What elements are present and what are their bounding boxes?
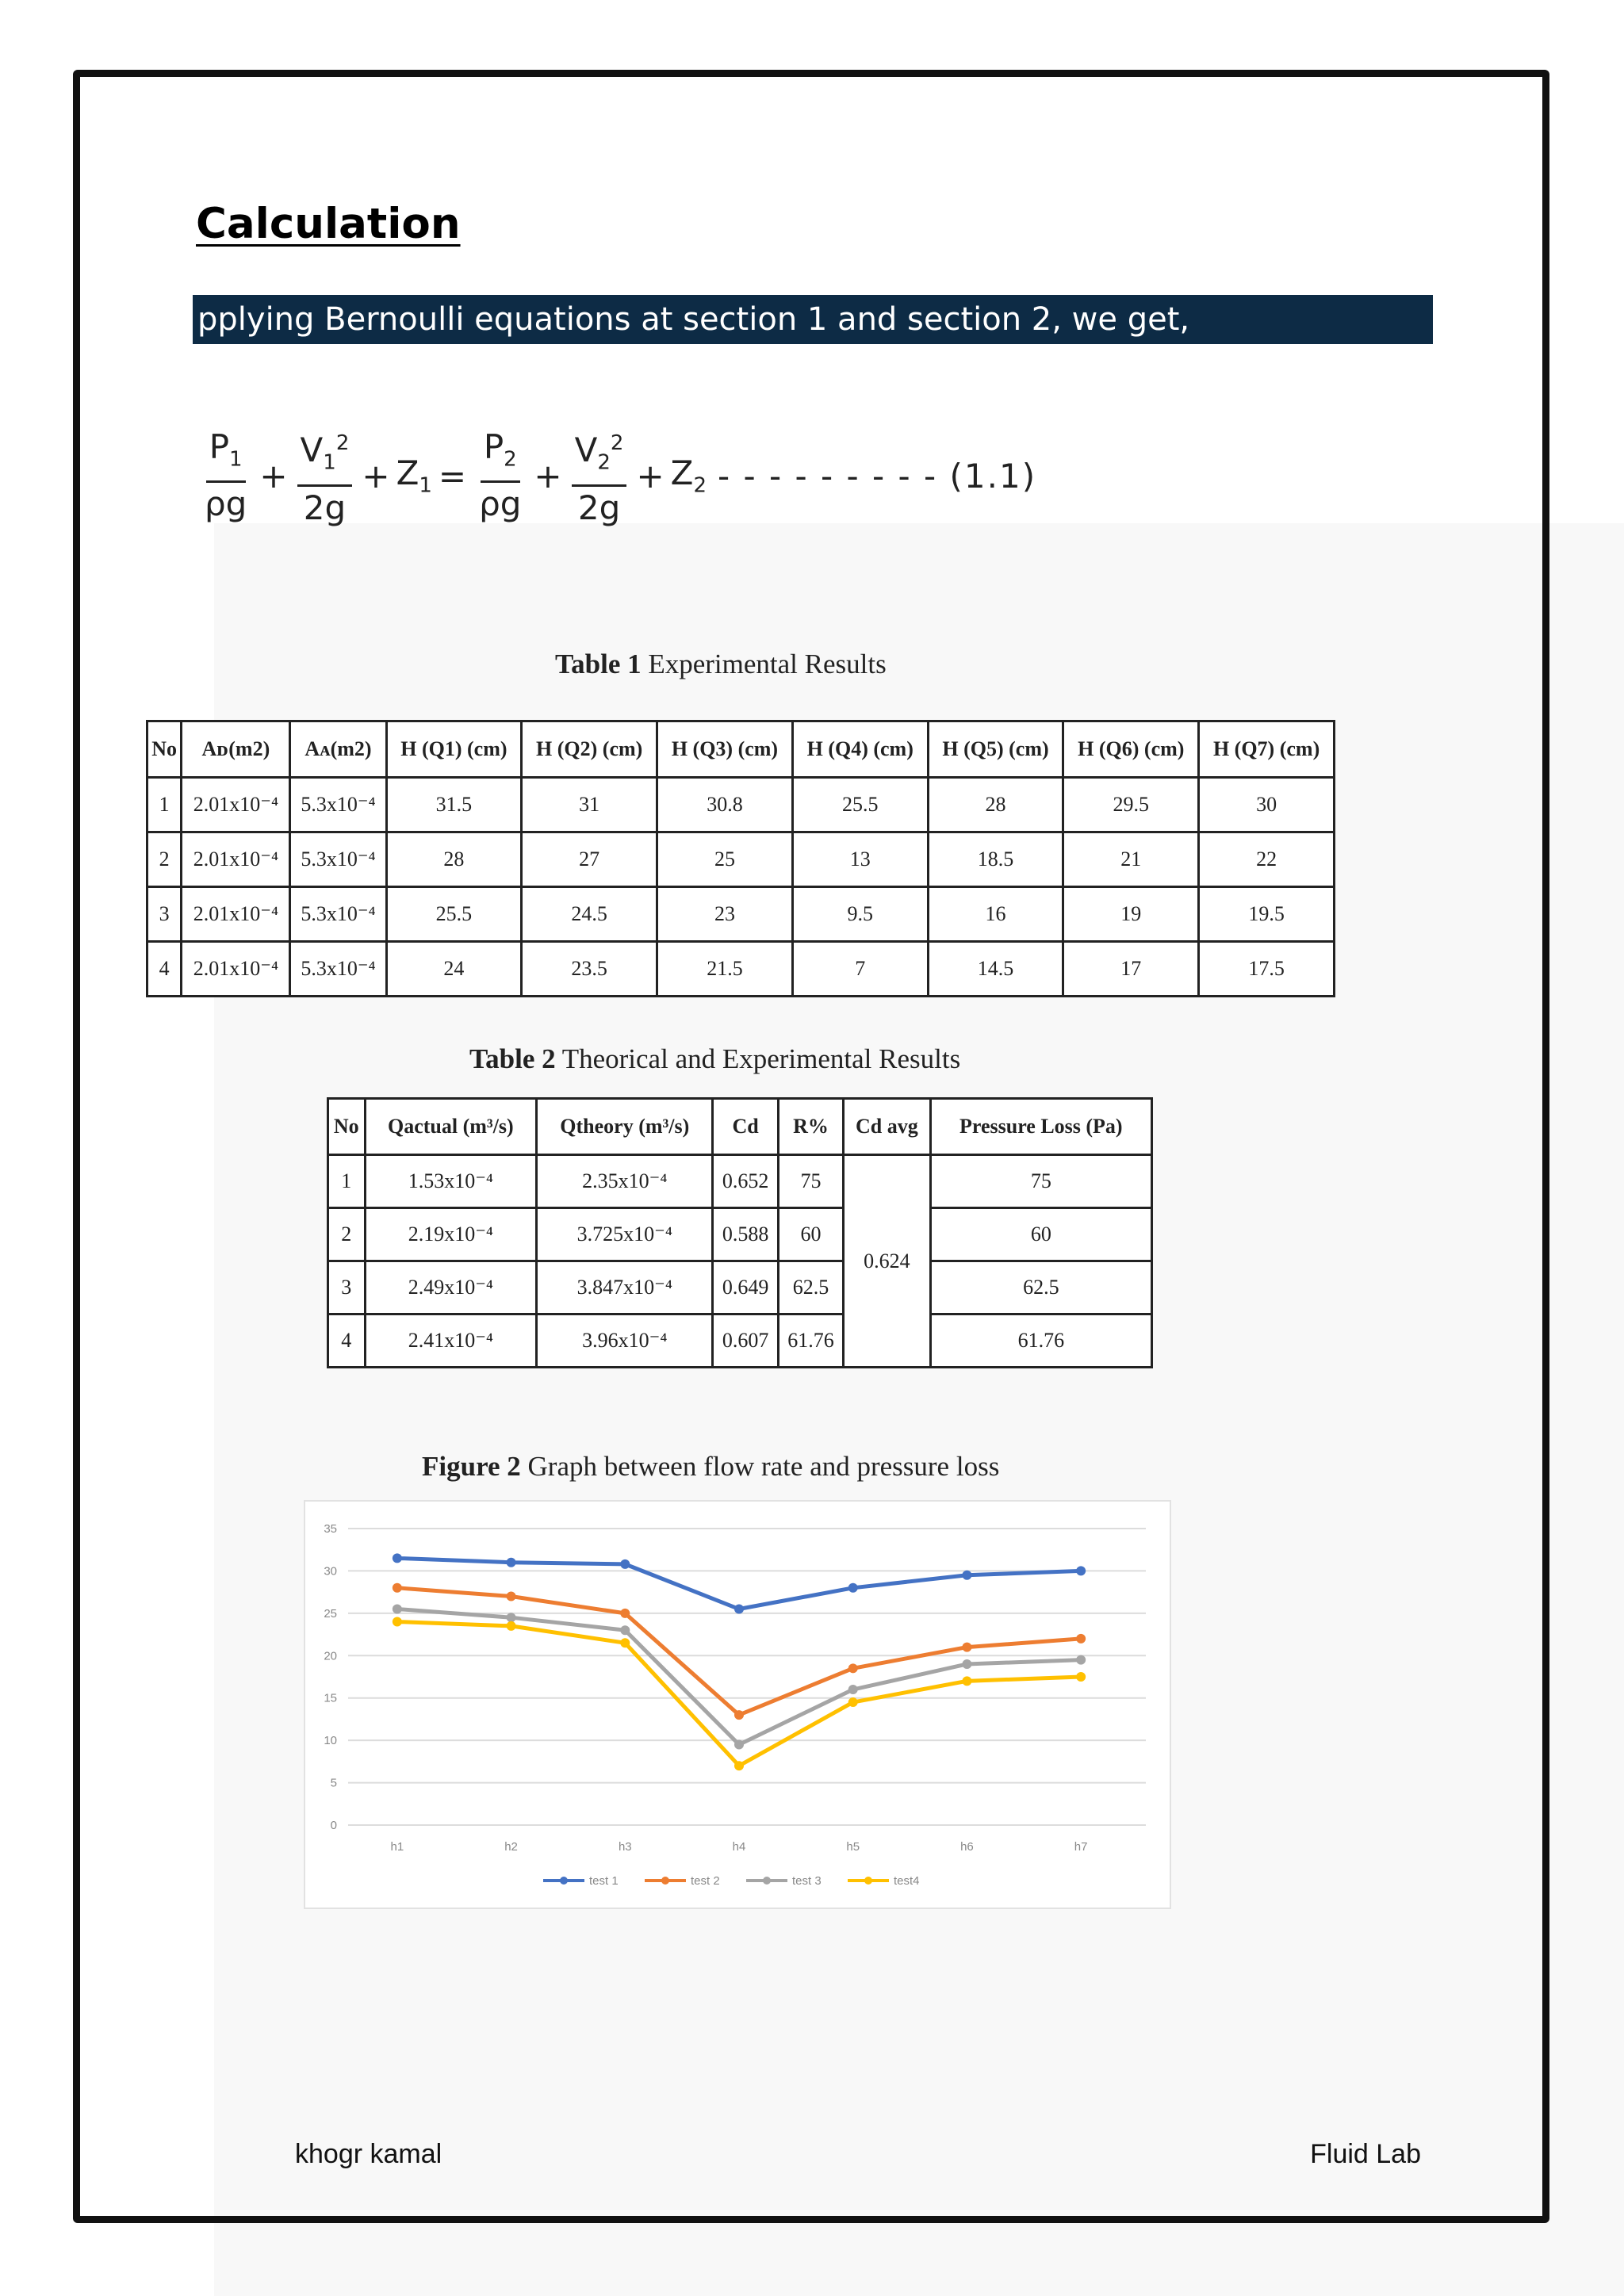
table2-cell: 61.76 <box>778 1314 843 1368</box>
data-point <box>848 1697 858 1707</box>
table1-cell: 25.5 <box>386 887 522 942</box>
highlighted-sentence: pplying Bernoulli equations at section 1 and section 2, we get, <box>193 295 1433 344</box>
table1-cell: 17 <box>1063 942 1199 997</box>
data-point <box>507 1613 516 1622</box>
chart-svg <box>305 1502 1173 1911</box>
table2-cell: 2.41x10⁻⁴ <box>365 1314 537 1368</box>
table1-cell: 19.5 <box>1199 887 1335 942</box>
table1-cell: 2.01x10⁻⁴ <box>182 942 290 997</box>
table1-cell: 25 <box>657 832 793 887</box>
table2-cell: 1 <box>328 1155 366 1208</box>
figure2-caption: Figure 2 Graph between flow rate and pressure loss <box>422 1451 1000 1482</box>
legend-marker <box>763 1877 771 1885</box>
line-chart <box>304 1500 1171 1909</box>
table1-cell: 31 <box>522 778 657 832</box>
table1-cell: 2 <box>147 832 182 887</box>
table1-row <box>147 832 1335 887</box>
table1-cell: 5.3x10⁻⁴ <box>290 887 386 942</box>
table1-header-cell: H (Q4) (cm) <box>792 721 928 778</box>
data-point <box>962 1571 971 1580</box>
data-point <box>734 1739 744 1749</box>
table1-cell: 22 <box>1199 832 1335 887</box>
data-point <box>620 1609 630 1618</box>
table1-cell: 28 <box>386 832 522 887</box>
experimental-results-table <box>146 720 1335 997</box>
table1-cell: 1 <box>147 778 182 832</box>
legend-label: test 3 <box>792 1874 822 1888</box>
data-point <box>1076 1634 1086 1644</box>
data-point <box>1076 1566 1086 1575</box>
table1-cell: 28 <box>928 778 1063 832</box>
table2-header-cell: Qtheory (m³/s) <box>537 1099 713 1155</box>
data-point <box>507 1591 516 1601</box>
table1-cell: 23 <box>657 887 793 942</box>
data-point <box>620 1638 630 1647</box>
data-point <box>393 1583 402 1593</box>
equation-number: - - - - - - - - - (1.1) <box>717 456 1037 496</box>
data-point <box>848 1583 858 1593</box>
data-point <box>1076 1655 1086 1665</box>
table1-cell: 17.5 <box>1199 942 1335 997</box>
x-tick-label: h7 <box>1074 1840 1088 1854</box>
table2-cell: 75 <box>930 1155 1151 1208</box>
table1-cell: 24.5 <box>522 887 657 942</box>
table2-cell: 0.649 <box>713 1261 778 1314</box>
table2-row <box>328 1314 1152 1368</box>
pressure-term-2: $\frac{P_2}{\rho g}$ <box>479 427 522 524</box>
table1-header-cell: H (Q2) (cm) <box>522 721 657 778</box>
x-tick-label: h3 <box>618 1840 632 1854</box>
table2-caption: Table 2 Theorical and Experimental Results <box>469 1043 961 1074</box>
series-line <box>397 1609 1081 1745</box>
data-point <box>507 1558 516 1567</box>
table2-header-cell: Pressure Loss (Pa) <box>930 1099 1151 1155</box>
table2-cell: 60 <box>930 1208 1151 1261</box>
footer-author: khogr kamal <box>295 2139 442 2169</box>
table2-cell: 62.5 <box>930 1261 1151 1314</box>
y-tick-label: 35 <box>324 1522 337 1536</box>
data-point <box>848 1663 858 1673</box>
table1-row <box>147 778 1335 832</box>
table2-header-cell: Qactual (m³/s) <box>365 1099 537 1155</box>
legend-label: test 2 <box>691 1874 720 1888</box>
table1-cell: 5.3x10⁻⁴ <box>290 942 386 997</box>
table1-cell: 30.8 <box>657 778 793 832</box>
series-line <box>397 1558 1081 1609</box>
velocity-term-1: $\frac{V_1^2}{2g}$ <box>297 422 353 529</box>
y-tick-label: 20 <box>324 1649 337 1663</box>
elevation-term-1: $Z_1$ <box>396 453 432 498</box>
y-tick-label: 15 <box>324 1691 337 1705</box>
data-point <box>962 1676 971 1686</box>
data-point <box>962 1659 971 1669</box>
table1-cell: 4 <box>147 942 182 997</box>
y-tick-label: 0 <box>330 1819 337 1832</box>
table2-cell: 2 <box>328 1208 366 1261</box>
table2-row <box>328 1261 1152 1314</box>
data-point <box>393 1605 402 1614</box>
table1-cell: 3 <box>147 887 182 942</box>
table1-cell: 19 <box>1063 887 1199 942</box>
table2-cell: 3.847x10⁻⁴ <box>537 1261 713 1314</box>
table1-header-cell: Aᴀ(m2) <box>290 721 386 778</box>
table2-cell: 61.76 <box>930 1314 1151 1368</box>
elevation-term-2: $Z_2$ <box>670 453 707 498</box>
table1-cell: 13 <box>792 832 928 887</box>
table1-cell: 25.5 <box>792 778 928 832</box>
table1-cell: 9.5 <box>792 887 928 942</box>
table1-cell: 31.5 <box>386 778 522 832</box>
table2-header-cell: No <box>328 1099 366 1155</box>
table1-cell: 5.3x10⁻⁴ <box>290 778 386 832</box>
table1-cell: 27 <box>522 832 657 887</box>
table2-header-cell: R% <box>778 1099 843 1155</box>
data-point <box>620 1559 630 1569</box>
table1-cell: 2.01x10⁻⁴ <box>182 778 290 832</box>
table1-cell: 5.3x10⁻⁴ <box>290 832 386 887</box>
table1-header-cell: H (Q6) (cm) <box>1063 721 1199 778</box>
table2-cell: 2.49x10⁻⁴ <box>365 1261 537 1314</box>
table2-cell: 2.19x10⁻⁴ <box>365 1208 537 1261</box>
table2-cell: 1.53x10⁻⁴ <box>365 1155 537 1208</box>
table1-cell: 16 <box>928 887 1063 942</box>
legend-label: test4 <box>894 1874 920 1888</box>
bernoulli-equation: $\frac{P_1}{\rho g}$ + $\frac{V_1^2}{2g}$ + $Z_1$ = $\frac{P_2}{\rho g}$ + $\frac{V_2^2}{2g}$ + $Z_2$ - - - - - - - - - (1.1) <box>198 428 1036 523</box>
data-point <box>620 1625 630 1635</box>
data-point <box>393 1617 402 1627</box>
legend-label: test 1 <box>589 1874 619 1888</box>
x-tick-label: h1 <box>390 1840 404 1854</box>
x-tick-label: h5 <box>846 1840 860 1854</box>
table2-row <box>328 1155 1152 1208</box>
table1-cell: 2.01x10⁻⁴ <box>182 887 290 942</box>
table1-row <box>147 887 1335 942</box>
y-tick-label: 30 <box>324 1564 337 1578</box>
table2-header-cell: Cd <box>713 1099 778 1155</box>
legend-marker <box>661 1877 669 1885</box>
table2-cell: 3 <box>328 1261 366 1314</box>
pressure-term-1: $\frac{P_1}{\rho g}$ <box>205 427 247 524</box>
table1-cell: 14.5 <box>928 942 1063 997</box>
table1-cell: 21 <box>1063 832 1199 887</box>
table1-cell: 24 <box>386 942 522 997</box>
legend-marker <box>864 1877 872 1885</box>
x-tick-label: h4 <box>732 1840 746 1854</box>
table1-cell: 18.5 <box>928 832 1063 887</box>
data-point <box>848 1685 858 1694</box>
data-point <box>734 1605 744 1614</box>
table2-cell: 62.5 <box>778 1261 843 1314</box>
table1-header-cell: Aᴅ(m2) <box>182 721 290 778</box>
table1-cell: 2.01x10⁻⁴ <box>182 832 290 887</box>
footer-course: Fluid Lab <box>1310 2139 1421 2169</box>
table1-cell: 23.5 <box>522 942 657 997</box>
table2-cell: 2.35x10⁻⁴ <box>537 1155 713 1208</box>
table1-caption: Table 1 Experimental Results <box>555 649 887 679</box>
table2-header-cell: Cd avg <box>844 1099 930 1155</box>
data-point <box>734 1761 744 1770</box>
table1-header-cell: H (Q3) (cm) <box>657 721 793 778</box>
page-title: Calculation <box>196 200 461 248</box>
table1-header-cell: H (Q5) (cm) <box>928 721 1063 778</box>
table1-cell: 21.5 <box>657 942 793 997</box>
table2-cell: 3.725x10⁻⁴ <box>537 1208 713 1261</box>
table1-cell: 30 <box>1199 778 1335 832</box>
x-tick-label: h6 <box>960 1840 974 1854</box>
data-point <box>734 1710 744 1720</box>
table2-cell: 75 <box>778 1155 843 1208</box>
table1-header-cell: H (Q1) (cm) <box>386 721 522 778</box>
y-tick-label: 25 <box>324 1606 337 1621</box>
table1-cell: 29.5 <box>1063 778 1199 832</box>
table1-row <box>147 942 1335 997</box>
data-point <box>962 1643 971 1652</box>
table2-row <box>328 1208 1152 1261</box>
table2-cell: 4 <box>328 1314 366 1368</box>
cd-avg-cell: 0.624 <box>844 1155 930 1368</box>
theoretical-results-table <box>327 1097 1153 1368</box>
y-tick-label: 5 <box>330 1776 337 1790</box>
table2-cell: 0.607 <box>713 1314 778 1368</box>
table2-cell: 0.588 <box>713 1208 778 1261</box>
table1-cell: 7 <box>792 942 928 997</box>
table2-cell: 3.96x10⁻⁴ <box>537 1314 713 1368</box>
data-point <box>507 1621 516 1631</box>
table2-cell: 0.652 <box>713 1155 778 1208</box>
data-point <box>1076 1672 1086 1682</box>
y-tick-label: 10 <box>324 1734 337 1748</box>
x-tick-label: h2 <box>504 1840 518 1854</box>
velocity-term-2: $\frac{V_2^2}{2g}$ <box>572 422 627 529</box>
table2-cell: 60 <box>778 1208 843 1261</box>
table1-header-cell: No <box>147 721 182 778</box>
legend-marker <box>560 1877 568 1885</box>
table1-header-cell: H (Q7) (cm) <box>1199 721 1335 778</box>
data-point <box>393 1553 402 1563</box>
